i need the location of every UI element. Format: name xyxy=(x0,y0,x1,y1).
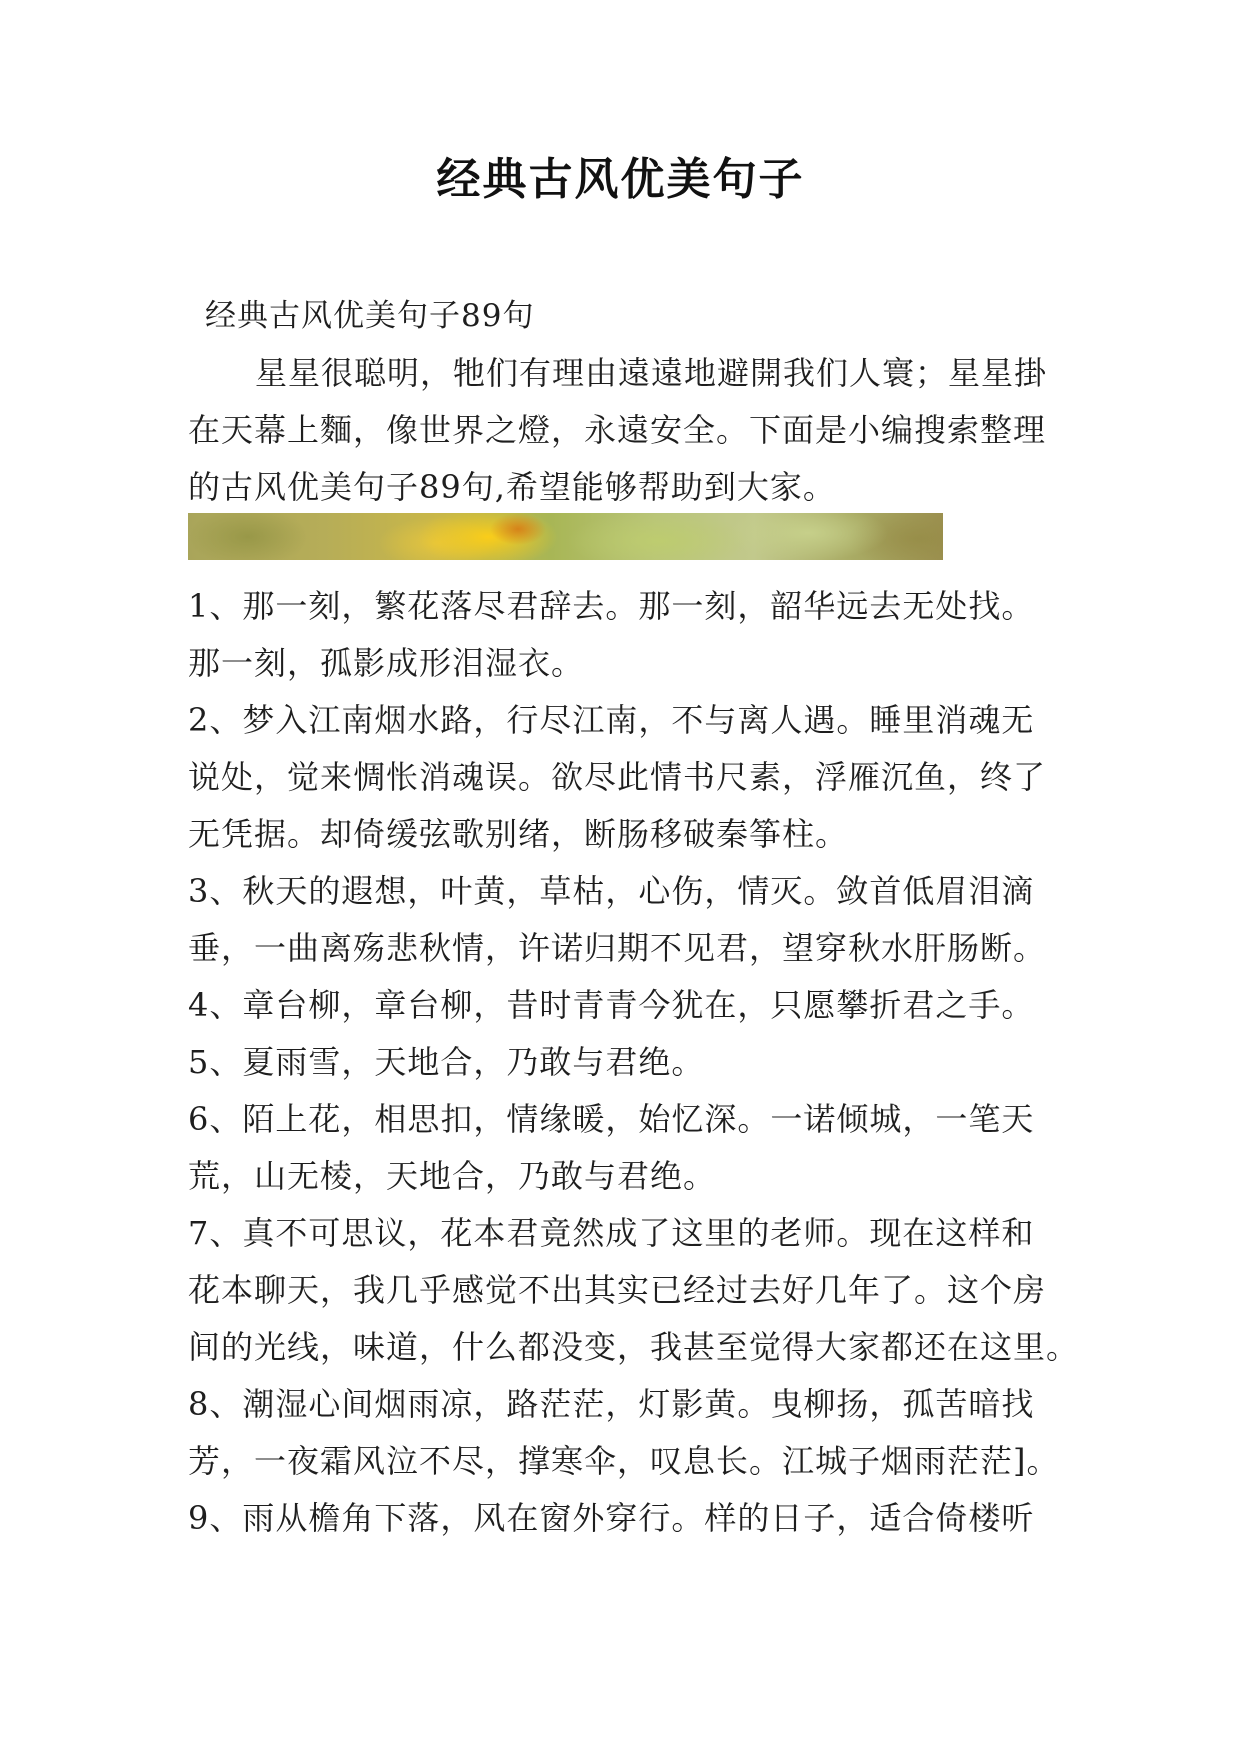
list-item xyxy=(188,863,1188,977)
list-item-line: 垂，一曲离殇悲秋情，许诺归期不见君，望穿秋水肝肠断。 xyxy=(188,929,1047,967)
list-item-line: 1、那一刻，繁花落尽君辞去。那一刻，韶华远去无处找。 xyxy=(188,587,1035,625)
intro-line: 在天幕上麵，像世界之燈，永遠安全。下面是小编搜索整理 xyxy=(188,411,1047,449)
list-item xyxy=(188,1376,1188,1490)
list-item-line: 那一刻，孤影成形泪湿衣。 xyxy=(188,644,585,682)
list-item xyxy=(188,1034,1188,1091)
list-item-line: 2、梦入江南烟水路，行尽江南，不与离人遇。睡里消魂无 xyxy=(188,701,1035,739)
list-item xyxy=(188,1490,1188,1547)
intro-line: 星星很聪明，牠们有理由遠遠地避開我们人寰；星星掛 xyxy=(255,354,1048,392)
list-item-line: 芳，一夜霜风泣不尽，撑寒伞，叹息长。江城子烟雨茫茫]。 xyxy=(188,1442,1060,1480)
list-item-line: 4、章台柳，章台柳，昔时青青今犹在，只愿攀折君之手。 xyxy=(188,986,1035,1024)
list-item-line: 3、秋天的遐想，叶黄，草枯，心伤，情灭。敛首低眉泪滴 xyxy=(188,872,1035,910)
list-item-line: 9、雨从檐角下落，风在窗外穿行。样的日子，适合倚楼听 xyxy=(188,1499,1035,1537)
list-item-line: 7、真不可思议，花本君竟然成了这里的老师。现在这样和 xyxy=(188,1214,1035,1252)
list-item xyxy=(188,692,1188,863)
list-item-line: 6、陌上花，相思扣，情缘暖，始忆深。一诺倾城，一笔天 xyxy=(188,1100,1035,1138)
list-item xyxy=(188,1205,1188,1376)
list-item xyxy=(188,1091,1188,1205)
document-body xyxy=(188,288,1188,1547)
list-item-line: 5、夏雨雪，天地合，乃敢与君绝。 xyxy=(188,1043,705,1081)
banner-image xyxy=(188,513,943,560)
list-item xyxy=(188,578,1188,692)
list-item-line: 无凭据。却倚缓弦歌别绪，断肠移破秦筝柱。 xyxy=(188,815,849,853)
list-item-line: 花本聊天，我几乎感觉不出其实已经过去好几年了。这个房 xyxy=(188,1271,1047,1309)
list-item xyxy=(188,977,1188,1034)
page-title: 经典古风优美句子 xyxy=(436,154,805,205)
list-item-line: 8、潮湿心间烟雨凉，路茫茫，灯影黄。曳柳扬，孤苦暗找 xyxy=(188,1385,1035,1423)
list-item-line: 荒，山无棱，天地合，乃敢与君绝。 xyxy=(188,1157,717,1195)
intro-line: 的古风优美句子89句,希望能够帮助到大家。 xyxy=(188,468,836,506)
document-subtitle: 经典古风优美句子89句 xyxy=(205,298,535,334)
intro-paragraph xyxy=(188,345,1188,516)
list-item-line: 间的光线，味道，什么都没变，我甚至觉得大家都还在这里。 xyxy=(188,1328,1080,1366)
list-item-line: 说处，觉来惆怅消魂误。欲尽此情书尺素，浮雁沉鱼，终了 xyxy=(188,758,1047,796)
sentence-list xyxy=(188,578,1188,1547)
